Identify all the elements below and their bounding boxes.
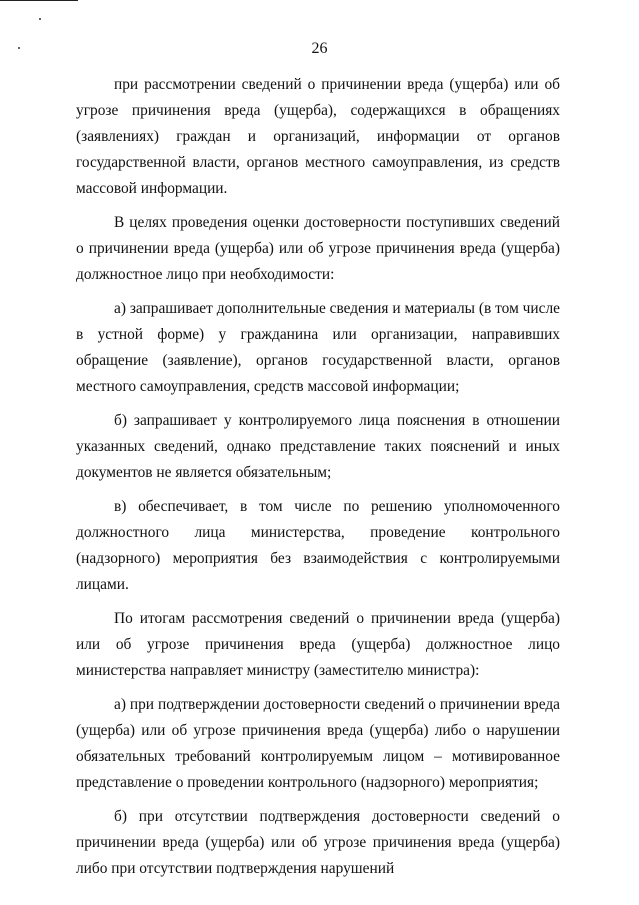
- paragraph: при рассмотрении сведений о причинении вреда (ущерба) или об угрозе причинения вреда (ущерба), содержащихся в обращениях (заявлениях) граждан и организаций, информации от органов государственной власти, органов местного самоуправления, из средств массовой информации.: [76, 76, 560, 197]
- document-body: [76, 72, 560, 882]
- page-number: 26: [311, 40, 328, 57]
- paragraph-list-item: в) обеспечивает, в том числе по решению уполномоченного должностного лица министерства, проведение контрольного (надзорного) мероприятия без взаимодействия с контролируемыми лицами.: [76, 498, 560, 593]
- paragraph-list-item: а) при подтверждении достоверности сведений о причинении вреда (ущерба) или об угрозе причинения вреда (ущерба) либо о нарушении обязательных требований контролируемым лицом – мотивированное представление о проведении контрольного (надзорного) мероприятия;: [76, 696, 560, 791]
- scan-corner-line: [0, 0, 78, 1]
- scan-artifact-dot: [39, 18, 41, 20]
- paragraph-list-item: а) запрашивает дополнительные сведения и материалы (в том числе в устной форме) у гражданина или организации, направивших обращение (заявление), органов государственной власти, органов местного самоуправления, средств массовой информации;: [76, 300, 560, 395]
- paragraph-list-item: б) при отсутствии подтверждения достоверности сведений о причинении вреда (ущерба) или об угрозе причинения вреда (ущерба) либо при отсутствии подтверждения нарушений: [76, 808, 560, 877]
- paragraph-list-item: б) запрашивает у контролируемого лица пояснения в отношении указанных сведений, однако представление таких пояснений и иных документов не является обязательным;: [76, 412, 560, 481]
- paragraph: По итогам рассмотрения сведений о причинении вреда (ущерба) или об угрозе причинения вреда (ущерба) должностное лицо министерства направляет министру (заместителю министра):: [76, 610, 560, 679]
- paragraph: В целях проведения оценки достоверности поступивших сведений о причинении вреда (ущерба) или об угрозе причинения вреда (ущерба) должностное лицо при необходимости:: [76, 214, 560, 283]
